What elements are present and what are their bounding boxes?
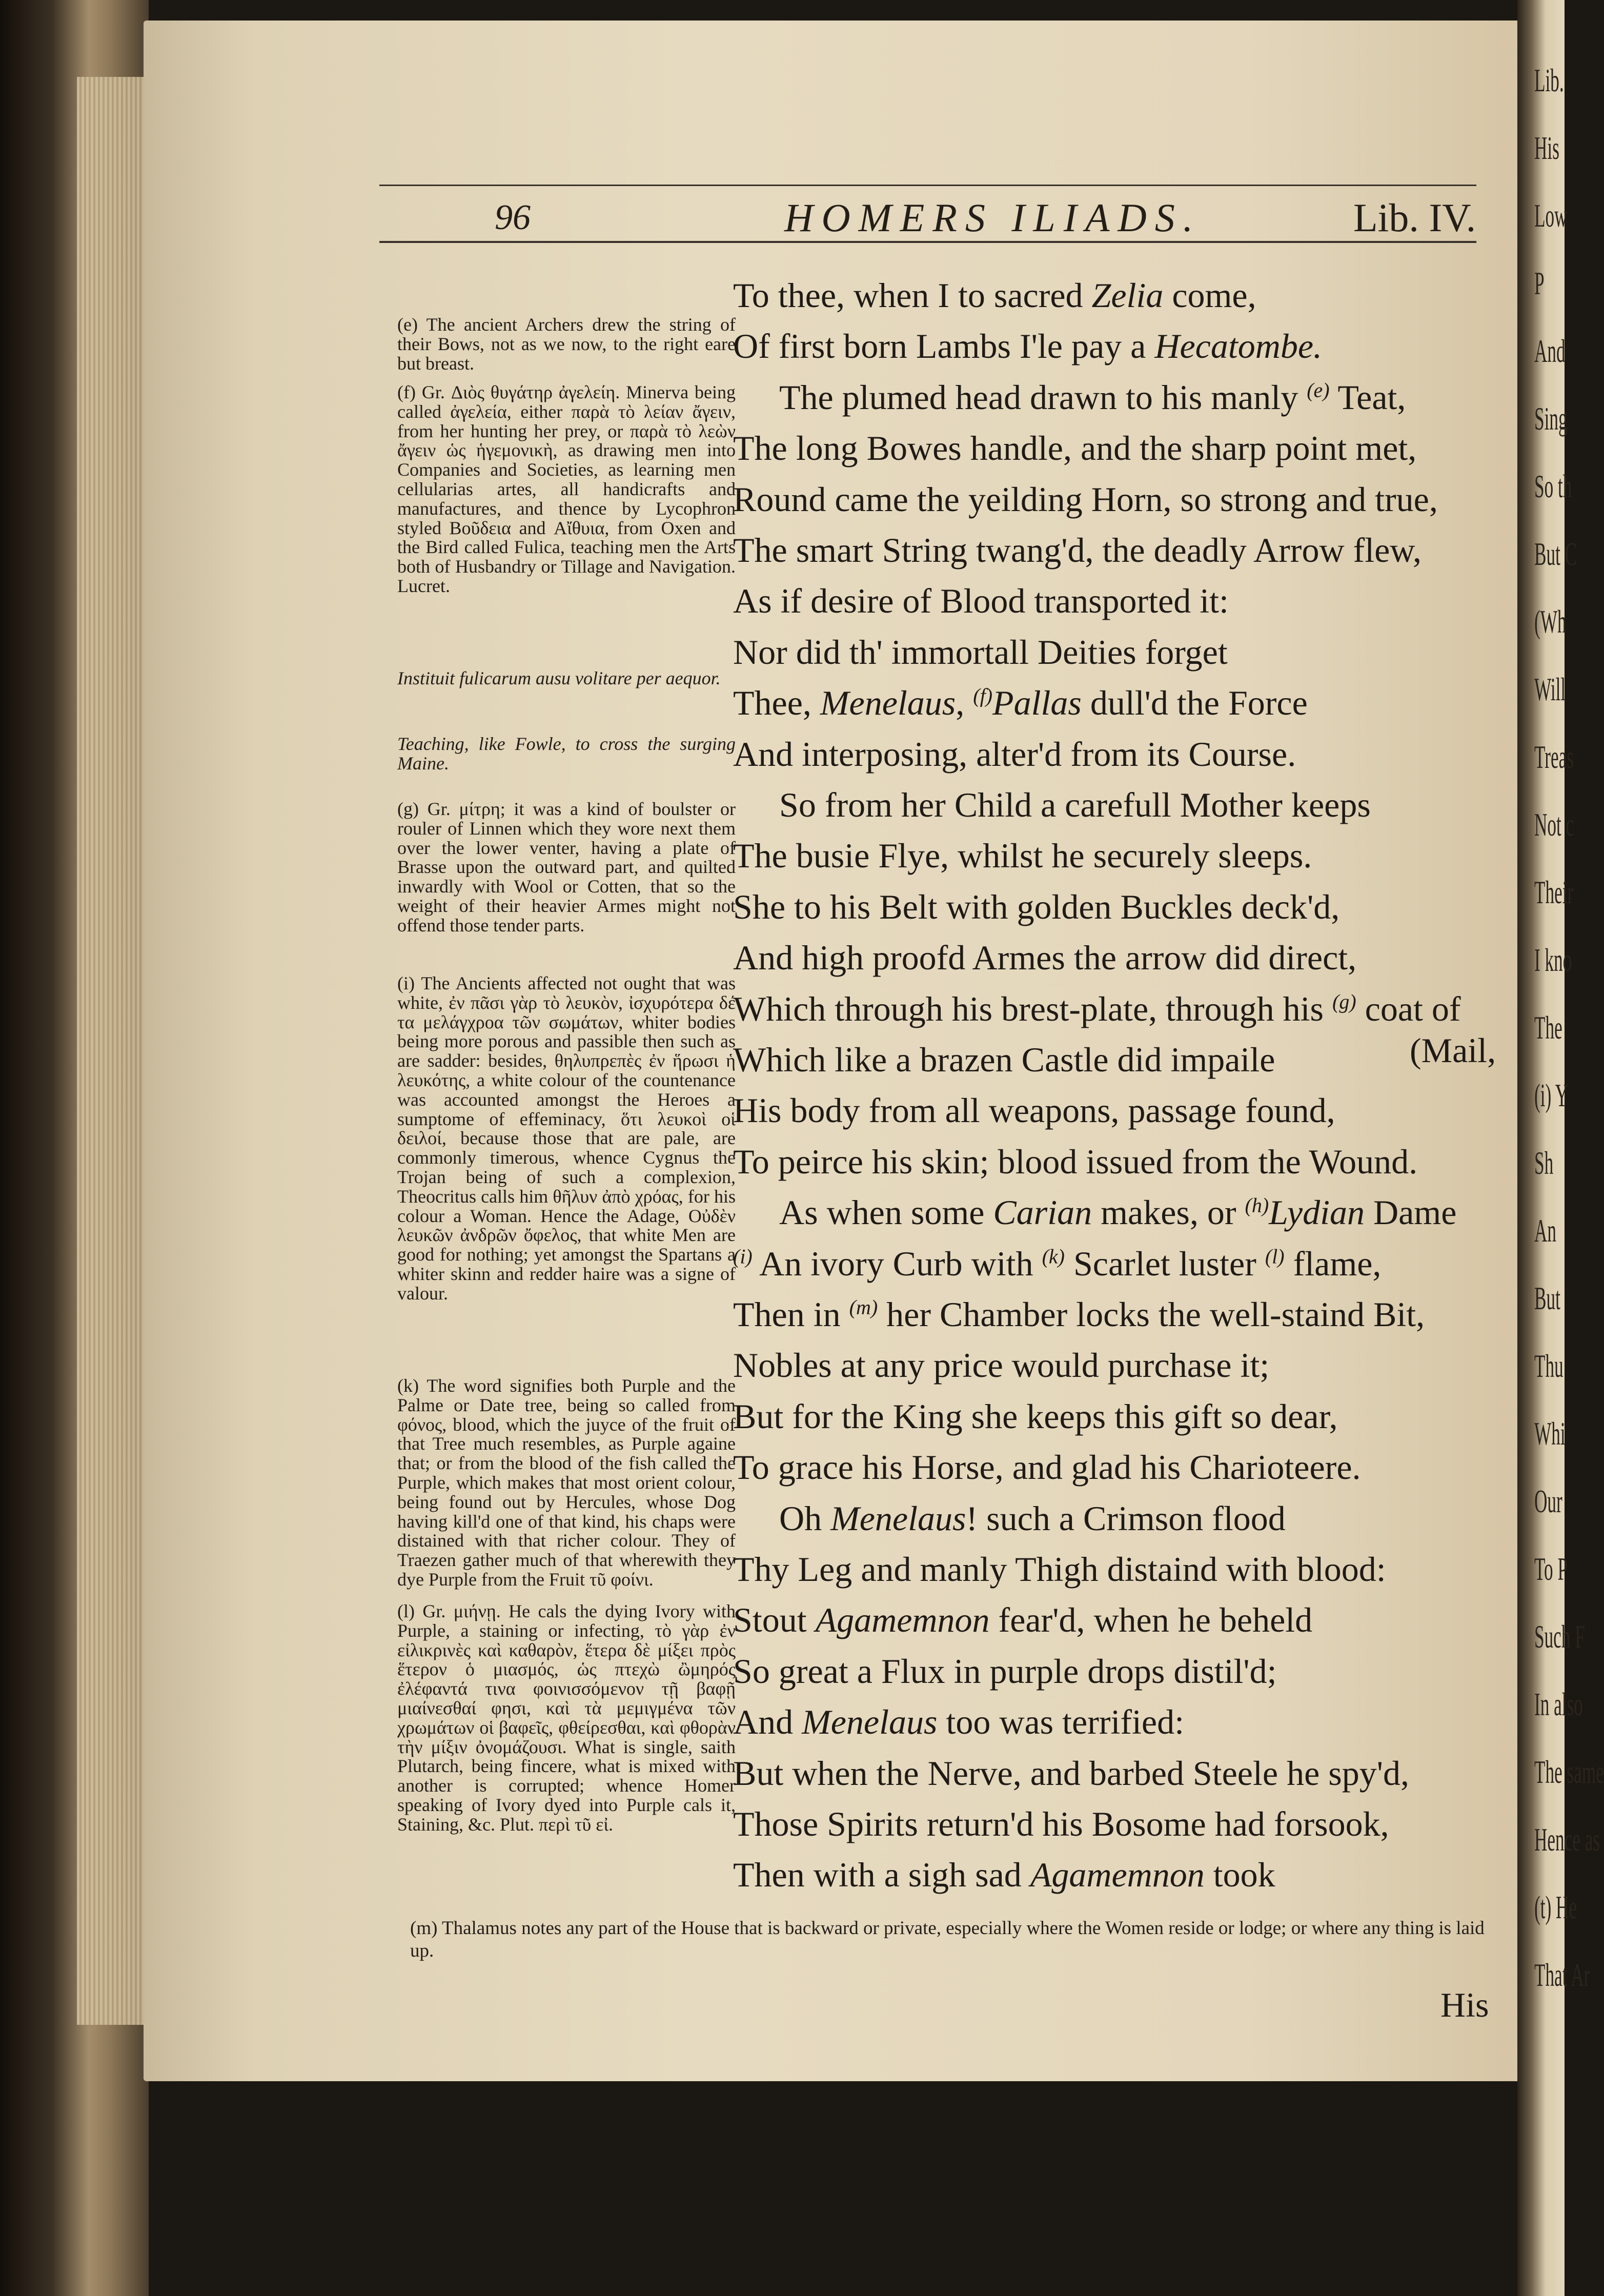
- verse-line: Thee, Menelaus, $^{(f)}$Pallas dull'd the Force: [733, 683, 1308, 723]
- facing-page-text: Such F: [1534, 1618, 1585, 1655]
- facing-page-text: Will: [1534, 671, 1566, 707]
- facing-page-text: Hence as: [1534, 1821, 1600, 1858]
- verse-line: The long Bowes handle, and the sharp point met,: [733, 429, 1417, 468]
- facing-page-text: I kno: [1534, 942, 1572, 978]
- facing-page-text: Treas: [1534, 739, 1574, 775]
- verse-line: She to his Belt with golden Buckles deck'd,: [733, 887, 1340, 926]
- verse-line: As when some Carian makes, or $^{(h)}$Lydian Dame: [779, 1193, 1457, 1232]
- note-i: (i) The Ancients affected not ought that was white, ἐν πᾶσι γὰρ τὸ λευκὸν, ἰσχυρότερα δέ τα μελάγχροα τῶν σωμάτων, whiter bodies being more porous and passible then such as are sadder: besides, θηλυπρεπὲς ἐν ἥρωσι ἡ λευκότης, a white colour of the countenance was accounted amongst the Heroes a sumptome of effeminacy, ὅτι λευκοὶ οἱ δειλοί, because those that are pale, are commonly timerous, whence Cygnus the Trojan being of such a complexion, Theocritus calls him θῆλυν ἀπὸ χρόας, for his colour a Woman. Hence the Adage, Οὐδὲν λευκῶν ἀνδρῶν ὄφελος, that white Men are good for nothing; yet amongst the Spartans a whiter skinn and redder haire was a signe of valour.: [397, 973, 736, 1304]
- facing-page-text: Sing: [1534, 400, 1568, 437]
- verse-line: So from her Child a carefull Mother keeps: [779, 785, 1371, 824]
- facing-page-text: And: [1534, 333, 1566, 369]
- verse-turnover-word: (Mail,: [1410, 1031, 1496, 1070]
- verse-line: Then with a sigh sad Agamemnon took: [733, 1855, 1275, 1895]
- facing-page-text: An: [1534, 1212, 1557, 1249]
- catchword: His: [1440, 1985, 1489, 2024]
- facing-page-text: The same: [1534, 1754, 1604, 1790]
- verse-line: Oh Menelaus! such a Crimson flood: [779, 1498, 1286, 1538]
- note-m: (m) Thalamus notes any part of the House that is backward or private, especially where the Women reside or lodge; or where any thing is laid up.: [410, 1918, 1485, 1961]
- page-number: 96: [495, 198, 531, 237]
- facing-page-text: But C: [1534, 536, 1577, 572]
- verse-line: Then in $^{(m)}$ her Chamber locks the well-staind Bit,: [733, 1295, 1425, 1334]
- note-l: (l) Gr. μιήνῃ. He cals the dying Ivory with Purple, a staining or infecting, τὸ γὰρ ἐν εἰλικρινὲς καὶ καθαρὸν, ἕτερα δὲ μίξει πρὸς ἕτερον ὁ μιασμός, ὡς πτεχὼ ὢμηρός ἐλέφαντά τινα φοινισσόμενον τῇ βαφῇ μιαίνεσθαί φησι, καὶ τὰ μεμιγμένα τῶν χρωμάτων οἱ βαφεῖς, φθείρεσθαι, καὶ φθορὰν τὴν μίξιν ὀνομάζουσι. What is single, saith Plutarch, being fincere, what is mixed with another is corrupted; whence Homer speaking of Ivory dyed into Purple cals it, Staining, &c. Plut. περὶ τῦ εἰ.: [397, 1601, 736, 1835]
- verse-line: And high proofd Armes the arrow did direct,: [733, 938, 1357, 978]
- facing-page-text: To P: [1534, 1551, 1568, 1587]
- verse-line: Nobles at any price would purchase it;: [733, 1346, 1270, 1385]
- header-rule-bottom: [379, 241, 1476, 243]
- header-rule-top: [379, 185, 1476, 186]
- note-lucret-latin: Instituit fulicarum ausu volitare per aequor.: [397, 668, 721, 688]
- note-g: (g) Gr. μίτρη; it was a kind of boulster or rouler of Linnen which they wore next them over the lower venter, having a plate of Brasse upon the outward part, and quilted inwardly with Wool or Cotten, that so the weight of their heavier Armes might not offend those tender parts.: [397, 799, 736, 936]
- verse-line: Round came the yeilding Horn, so strong and true,: [733, 479, 1438, 519]
- facing-page-text: P: [1534, 265, 1545, 301]
- verse-line: And interposing, alter'd from its Course.: [733, 734, 1296, 774]
- note-k: (k) The word signifies both Purple and the Palme or Date tree, being so called from φόνος, blood, which the juyce of the fruit of that Tree much resembles, as Purple againe that; or from the blood of the fish called the Purple, which makes that most orient colour, being found out by Hercules, whose Dog having kill'd one of that kind, his chaps were distained with that richer colour. They of Traezen gather much of that wherewith they dye Purple from the Fruit τῦ φοίνι.: [397, 1375, 736, 1590]
- facing-page-text: His: [1534, 130, 1559, 166]
- verse-line: The busie Flye, whilst he securely sleeps.: [733, 836, 1312, 876]
- verse-line: To peirce his skin; blood issued from the Wound.: [733, 1142, 1418, 1181]
- facing-page-text: Our: [1534, 1483, 1562, 1519]
- verse-line: So great a Flux in purple drops distil'd;: [733, 1651, 1277, 1691]
- facing-page-text: In also: [1534, 1686, 1583, 1722]
- facing-page-text: So th: [1534, 468, 1572, 504]
- note-e: (e) The ancient Archers drew the string of their Bows, not as we now, to the right eare but breast.: [397, 314, 736, 374]
- verse-line: $^{(i)}$ An ivory Curb with $^{(k)}$ Scarlet luster $^{(l)}$ flame,: [733, 1244, 1382, 1283]
- running-title: HOMERS ILIADS.: [784, 195, 1202, 240]
- verse-line: To grace his Horse, and glad his Charioteere.: [733, 1448, 1361, 1487]
- facing-page-text: (Wh: [1534, 603, 1567, 640]
- facing-page-text: (t) He: [1534, 1889, 1577, 1925]
- verse-line: The smart String twang'd, the deadly Arrow flew,: [733, 531, 1422, 570]
- facing-page-text: Low: [1534, 197, 1568, 234]
- verse-line: But for the King she keeps this gift so dear,: [733, 1396, 1338, 1436]
- verse-line: Nor did th' immortall Deities forget: [733, 632, 1228, 672]
- facing-page-text: Thu: [1534, 1348, 1564, 1384]
- facing-page-text: But: [1534, 1280, 1560, 1316]
- verse-line: As if desire of Blood transported it:: [733, 581, 1229, 621]
- facing-page-text: That Ar: [1534, 1957, 1590, 1993]
- facing-page-text: (i) Y: [1534, 1077, 1569, 1113]
- facing-page-text: Their: [1534, 874, 1574, 910]
- facing-page-text: Not c: [1534, 806, 1574, 843]
- verse-line: And Menelaus too was terrified:: [733, 1702, 1184, 1742]
- verse-line: Of first born Lambs I'le pay a Hecatombe.: [733, 327, 1322, 366]
- verse-line: Thy Leg and manly Thigh distaind with blood:: [733, 1550, 1386, 1589]
- facing-page-text: Sh: [1534, 1145, 1554, 1181]
- facing-page-text: The: [1534, 1009, 1562, 1046]
- book-number: Lib. IV.: [1353, 195, 1476, 240]
- verse-line: To thee, when I to sacred Zelia come,: [733, 276, 1256, 315]
- facing-page-fragment: [1530, 62, 1604, 2266]
- facing-page-text: Lib.: [1534, 62, 1564, 98]
- verse-line: Which through his brest-plate, through his $^{(g)}$ coat of: [733, 989, 1461, 1028]
- verse-line: But when the Nerve, and barbed Steele he spy'd,: [733, 1753, 1409, 1793]
- note-f: (f) Gr. Διὸς θυγάτηρ ἀγελείη. Minerva being called ἀγελεία, either παρὰ τὸ λείαν ἄγειν, from her hunting her prey, or παρὰ τὸ λεὼν ἄγειν ὡς ἡγεμονικὴ, as drawing men into Companies and Societies, as learning men cellularias artes, all handicrafts and manufactures, and thence by Lycophron styled Βοῦδεια and Αἴθυια, from Oxen and the Bird called Fulica, teaching men the Arts both of Husbandry or Tillage and Navigation. Lucret.: [397, 382, 736, 596]
- verse-line: Those Spirits return'd his Bosome had forsook,: [733, 1804, 1389, 1843]
- verse-line: Stout Agamemnon fear'd, when he beheld: [733, 1600, 1313, 1640]
- verse-line: The plumed head drawn to his manly $^{(e)}$ Teat,: [779, 377, 1406, 417]
- verse-line: His body from all weapons, passage found,: [733, 1091, 1335, 1130]
- facing-page-text: Whi: [1534, 1415, 1566, 1452]
- verse-line: Which like a brazen Castle did impaile: [733, 1040, 1275, 1079]
- note-lucret-english: Teaching, like Fowle, to cross the surging Maine.: [397, 734, 736, 774]
